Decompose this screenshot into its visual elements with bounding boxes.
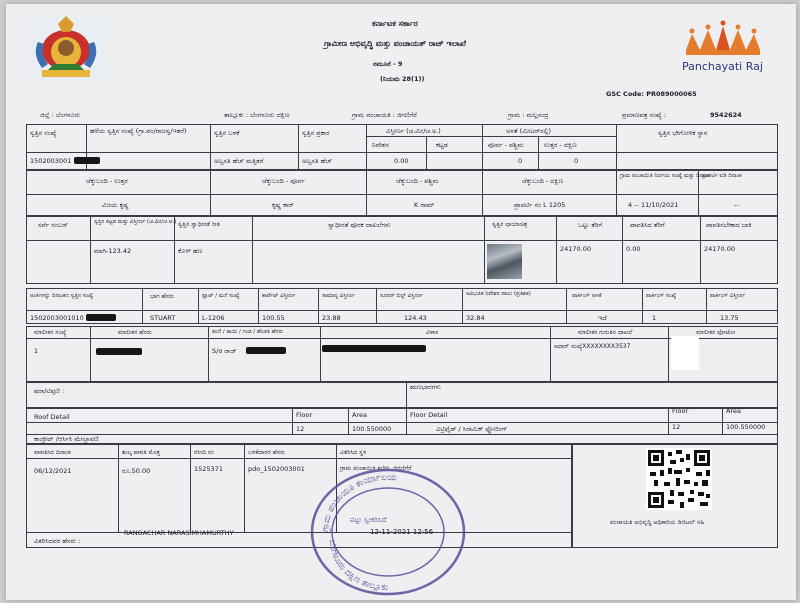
- redaction: [74, 157, 100, 164]
- undivided-share-value: 32.84: [466, 314, 485, 322]
- area-header-2: Area: [726, 407, 741, 415]
- encumbrance-label: ಋಣಭಾರಗಳು: [410, 383, 441, 391]
- seal-bottom-text: ಬೆಂಗಳೂರು ದಕ್ಷಿಣ ತಾಲ್ಲೂಕು: [326, 539, 389, 594]
- parking-number-value: 1: [652, 314, 657, 322]
- acquisition-value: ಕೊಳ್ ಹಣ: [178, 247, 203, 255]
- boundary-west-value: ಕೃಷ್ಣ ಕಾರ್: [272, 201, 294, 209]
- issue-place-value: ಗ್ರಾಮ ಪಂಚಾಯಿತಿ ಕಛೇರಿ, ಜಿಗಣಿಗೆರೆ: [340, 465, 412, 472]
- roof-detail-header: Roof Detail: [34, 413, 70, 421]
- notes-label: ಷರಾ/ಟಿಪ್ಪಣಿ :: [34, 387, 65, 395]
- property-id-date-value: --: [734, 201, 739, 209]
- survey-number-header: ಸರ್ವೆ ನಂಬರ್: [38, 221, 68, 229]
- resolution-value: 4 -- 11/10/2021: [628, 201, 679, 209]
- qr-code-icon: [646, 448, 712, 510]
- taluk: ತಾಲ್ಲೂಕು : ಬೆಂಗಳೂರು ದಕ್ಷಿಣ: [224, 111, 290, 119]
- roof-type-value: ಕಾಂಕ್ರೀಟ್ /ಆರ್ಸಿಸಿ ಮೇಲ್ಛಾವಣಿ: [34, 435, 99, 443]
- header-line1: ಕರ್ನಾಟಕ ಸರ್ಕಾರ: [372, 19, 418, 28]
- boundary-south-header: ಚೆಕ್ಕುಬಂದಿ - ದಕ್ಷಿಣ: [522, 177, 564, 185]
- parking-number-header: ಪಾರ್ಕಿಂಗ್ ಸಂಖ್ಯೆ: [646, 293, 677, 299]
- floor-value: 12: [296, 425, 305, 433]
- relation-name-header: ತಂದೆ / ತಾಯಿ / ಗಂಡ / ಹೆಂಡತಿ ಹೆಸರು: [212, 329, 284, 335]
- village: ಗ್ರಾಮ : ಮಲ್ಲಸಂದ್ರ: [508, 111, 549, 119]
- floor-value-2: 12: [672, 423, 681, 431]
- carpet-area-value: 100.55: [262, 314, 285, 322]
- boundary-west-header: ಚೆಕ್ಕುಬಂದಿ - ಪೂರ್ವ: [262, 177, 305, 185]
- issue-place-header: ವಿತರಿಸಿದ ಸ್ಥಳ: [340, 449, 367, 456]
- receipt-value: 1525371: [194, 465, 223, 473]
- parking-measure-header: ಪಾರ್ಕಿಂಗ್ ಅಳತೆ: [572, 293, 602, 299]
- fee-value: ರೂ.50.00: [122, 467, 151, 475]
- certificate-number-label: ಪ್ರಮಾಣಪತ್ರ ಸಂಖ್ಯೆ :: [622, 111, 666, 119]
- balance-value: 24170.00: [704, 245, 736, 253]
- documents-header: ಸ್ವಾಧೀನತೆ ಪೂರಕ ದಾಖಲೆಗಳು: [328, 221, 391, 229]
- owner-photo-header: ಮಾಲೀಕರ ಫೋಟೋ: [696, 329, 736, 336]
- panchayati-raj-logo-icon: [678, 20, 768, 60]
- seal-top-text: ಗ್ರಾಮ ಪಂಚಾಯತಿ ಕಾರ್ಯಾಲಯ: [320, 472, 397, 533]
- user-header: ಬಳಕೆದಾರರ ಹೆಸರು: [248, 449, 286, 456]
- issuer-name: RANGACHAR NARASIMHAMURTHY: [124, 529, 234, 537]
- survey-table: [26, 216, 778, 284]
- part-name-header: ಭಾಗ ಹೆಸರು: [150, 293, 175, 300]
- owner-photo: [671, 336, 699, 370]
- super-built-area-header: ಸೂಪರ್ ಬಿಲ್ಟ್ ವಿಸ್ತೀರ್ಣ: [380, 293, 423, 299]
- area-header: ವಿಸ್ತೀರ್ಣ (ಚ.ಮೀ/ಚ.ಅ.): [386, 127, 441, 135]
- area-value: 100.550000: [352, 425, 392, 433]
- part-name-value: STUART: [150, 314, 176, 322]
- map-header: ಸ್ವತ್ತಿನ ಭೌಗೋಳಿಕ ಸ್ಥಾನ: [658, 129, 708, 137]
- building-header: ಕಟ್ಟಡ: [436, 141, 448, 149]
- redaction: [96, 348, 142, 355]
- area-header: Area: [352, 411, 367, 419]
- owner-number-header: ಮಾಲೀಕರ ಸಂಖ್ಯೆ: [34, 329, 67, 336]
- boundary-north-value: K ರಾಮ್: [414, 201, 435, 209]
- boundary-east-value: ವಿಜಯ ಕೃಷ್ಣ: [102, 201, 129, 209]
- sub-property-value: 1502003001010: [30, 314, 84, 322]
- east-west-header: ಪೂರ್ವ - ಪಶ್ಚಿಮ: [488, 141, 524, 149]
- resolution-header: ಗ್ರಾಮ ಪಂಚಾಯಿತಿ ನಿರ್ಣಯ ಸಂಖ್ಯೆ ಮತ್ತು ದಿನಾಂಕ: [620, 173, 710, 179]
- property-photo-header: ಸ್ವತ್ತಿನ ಛಾಯಾಚಿತ್ರ: [492, 221, 528, 228]
- acquisition-header: ಸ್ವತ್ತಿನ ಸ್ವಾಧೀನತೆ ರೀತಿ: [178, 221, 220, 228]
- relation-name-value: S/o ರಾಜ್: [212, 347, 237, 355]
- property-id-date-header: ಪ್ರಾಪರ್ಟಿ ಐಡಿ ದಿನಾಂಕ: [702, 173, 742, 179]
- undivided-share-header: ಅವಿಭಜಿತ ನಿವೇಶನ ಪಾಲು (ಪ್ರತಿಶತ): [466, 291, 531, 297]
- receipt-header: ರಸೀದಿ ನಂ: [194, 449, 214, 456]
- seal-date: 12-11-2021 12:56: [370, 528, 434, 536]
- property-use-header: ಸ್ವತ್ತಿನ ಬಳಕೆ: [214, 129, 240, 137]
- paid-tax-value: 0.00: [626, 245, 641, 253]
- boundary-north-header: ಚೆಕ್ಕುಬಂದಿ - ಪಶ್ಚಿಮ: [396, 177, 439, 185]
- rule-number: (ನಿಯಮ 28(1)): [380, 75, 425, 83]
- property-photo: [487, 244, 522, 279]
- payment-date-value: 06/12/2021: [34, 467, 72, 475]
- site-area-value: ಮಾಗಿ-123.42: [94, 247, 132, 255]
- floor-table: [26, 408, 778, 444]
- boundary-east-header: ಚೆಕ್ಕುಬಂದಿ - ಉತ್ತರ: [86, 177, 128, 185]
- fee-header: ಶುಲ್ಕ ಪಾವತಿ ಮೊತ್ತ: [122, 449, 161, 456]
- paid-tax-header: ಪಾವತಿಸಿದ ತೆರಿಗೆ: [630, 221, 665, 229]
- total-tax-value: 24170.00: [560, 245, 592, 253]
- svg-text:ಬೆಂಗಳೂರು ದಕ್ಷಿಣ ತಾಲ್ಲೂಕು: [327, 539, 389, 593]
- panchayat: ಗ್ರಾಮ ಪಂಚಾಯತಿ : ಜಿಗಣಿಗೆರೆ: [352, 111, 417, 119]
- owner-id-header: ಮಾಲೀಕರ ಗುರುತಿನ ದಾಖಲೆ: [578, 329, 633, 336]
- north-south-header: ಉತ್ತರ - ದಕ್ಷಿಣ: [544, 141, 577, 149]
- redaction: [322, 345, 426, 352]
- floor-detail-header: Floor Detail: [410, 411, 448, 419]
- site-area-header: ಸ್ವತ್ತಿನ ಕಟ್ಟಡ ಮತ್ತು ವಿಸ್ತೀರ್ಣ (ಚ.ಮೀ/ಚ.ಅ.): [94, 219, 177, 225]
- floor-header-2: Floor: [672, 407, 689, 415]
- boundary-south-value: ಪ್ರಾಪರ್ಟಿ ನಂ L 1205: [514, 201, 566, 209]
- parking-area-header: ಪಾರ್ಕಿಂಗ್ ವಿಸ್ತೀರ್ಣ: [710, 293, 746, 299]
- panchayati-raj-logo: [678, 20, 768, 76]
- floor-header: Floor: [296, 411, 313, 419]
- flat-number-value: L-1206: [202, 314, 225, 322]
- common-area-header: ಸಾಮಾನ್ಯ ವಿಸ್ತೀರ್ಣ: [322, 293, 355, 299]
- notes-row: [26, 382, 778, 408]
- property-kind-value: ಅಲ್ವಸತಿ ಹೆಚ್: [302, 157, 332, 165]
- north-south-value: 0: [574, 157, 579, 165]
- common-area-value: 23.88: [322, 314, 341, 322]
- east-west-value: 0: [518, 157, 523, 165]
- district: ಜಿಲ್ಲೆ : ಬೆಂಗಳೂರು: [40, 111, 81, 119]
- flat-number-header: ಫ್ಲಾಟ್ / ಮನೆ ಸಂಖ್ಯೆ: [202, 293, 240, 299]
- floor-detail-value: ವಿಟ್ರಿಫೈಡ್ / ಸಿರಾಮಿಕ್ ಫ್ಲೋರಿಂಗ್: [436, 425, 508, 433]
- total-tax-header: ಒಟ್ಟು ತೆರಿಗೆ: [578, 221, 603, 229]
- logo-text: Panchayati Raj: [682, 60, 763, 73]
- user-value: pdo_1502003001: [248, 465, 305, 473]
- owner-number-value: 1: [34, 347, 39, 355]
- karnataka-emblem-icon: [28, 14, 104, 80]
- header-line2: ಗ್ರಾಮೀಣ ಅಭಿವೃದ್ಧಿ ಮತ್ತು ಪಂಚಾಯತ್ ರಾಜ್ ಇಲಾಖೆ: [324, 39, 466, 48]
- side-header: ಅಳತೆ (ಮೀಟರ್‌ನಲ್ಲಿ): [506, 127, 552, 135]
- property-kind-header: ಸ್ವತ್ತಿನ ಪ್ರಕಾರ: [302, 129, 330, 137]
- certificate-number-value: 9542624: [710, 111, 742, 119]
- digital-signature-caption: ಪಂಚಾಯತಿ ಅಭಿವೃದ್ಧಿ ಅಧಿಕಾರಿಯ ಡಿಜಿಟಲ್ ಸಹಿ: [610, 519, 705, 526]
- document-page: [6, 4, 796, 600]
- area-value-2: 100.550000: [726, 423, 766, 431]
- parking-area-value: 13.75: [720, 314, 739, 322]
- redaction: [86, 314, 116, 321]
- parking-measure-value: ಇದೆ: [598, 314, 607, 322]
- sub-property-header: ಅಂಕಿಗಳನ್ನು ದಿನಾಂಕದ ಸ್ವತ್ತಿನ ಸಂಖ್ಯೆ: [30, 293, 94, 299]
- property-use-value: ಅಲ್ವಸತಿ ಹೆಚ್ ಮತ್ತಿತರೆ: [214, 157, 264, 165]
- property-number-header: ಸ್ವತ್ತಿನ ಸಂಖ್ಯೆ: [30, 129, 57, 137]
- balance-header: ಪಾವತಿಸಬೇಕಾದ ಬಾಕಿ: [706, 221, 752, 229]
- address-header: ವಿಳಾಸ: [426, 329, 439, 336]
- gsc-code: GSC Code: PR089000065: [606, 90, 697, 98]
- super-built-area-value: 124.43: [404, 314, 427, 322]
- office-seal-stamp: [308, 466, 468, 598]
- property-number-value: 1502003001: [30, 157, 72, 165]
- site-header: ನಿವೇಶನ: [372, 141, 390, 149]
- owner-name-header: ಮಾಲೀಕರ ಹೆಸರು: [118, 329, 152, 336]
- site-area-value: 0.00: [394, 157, 409, 165]
- seal-mid-text: ಪಟ್ಟು ಸ್ವೀಕರಿಸಿದೆ: [350, 516, 387, 524]
- issuer-label: ವಿತರಿಸಿದವರ ಹೆಸರು :: [34, 537, 81, 545]
- form-number: ನಮೂನೆ - 9: [373, 60, 403, 68]
- carpet-area-header: ಕಾರ್ಪೆಟ್ ವಿಸ್ತೀರ್ಣ: [262, 293, 296, 299]
- redaction: [246, 347, 286, 354]
- payment-date-header: ಪಾವತಿಸಿದ ದಿನಾಂಕ: [34, 449, 71, 456]
- old-property-number-header: ಹಳೆಯ ಸ್ವತ್ತಿನ ಸಂಖ್ಯೆ (ಗ್ರಾ.ಪಂ/ರಾಜಸ್ವ/ಇತರೆ): [90, 127, 187, 135]
- owner-id-value: ಆಧಾರ್ ಸಂಖ್ಯೆXXXXXXXX3537: [554, 343, 631, 350]
